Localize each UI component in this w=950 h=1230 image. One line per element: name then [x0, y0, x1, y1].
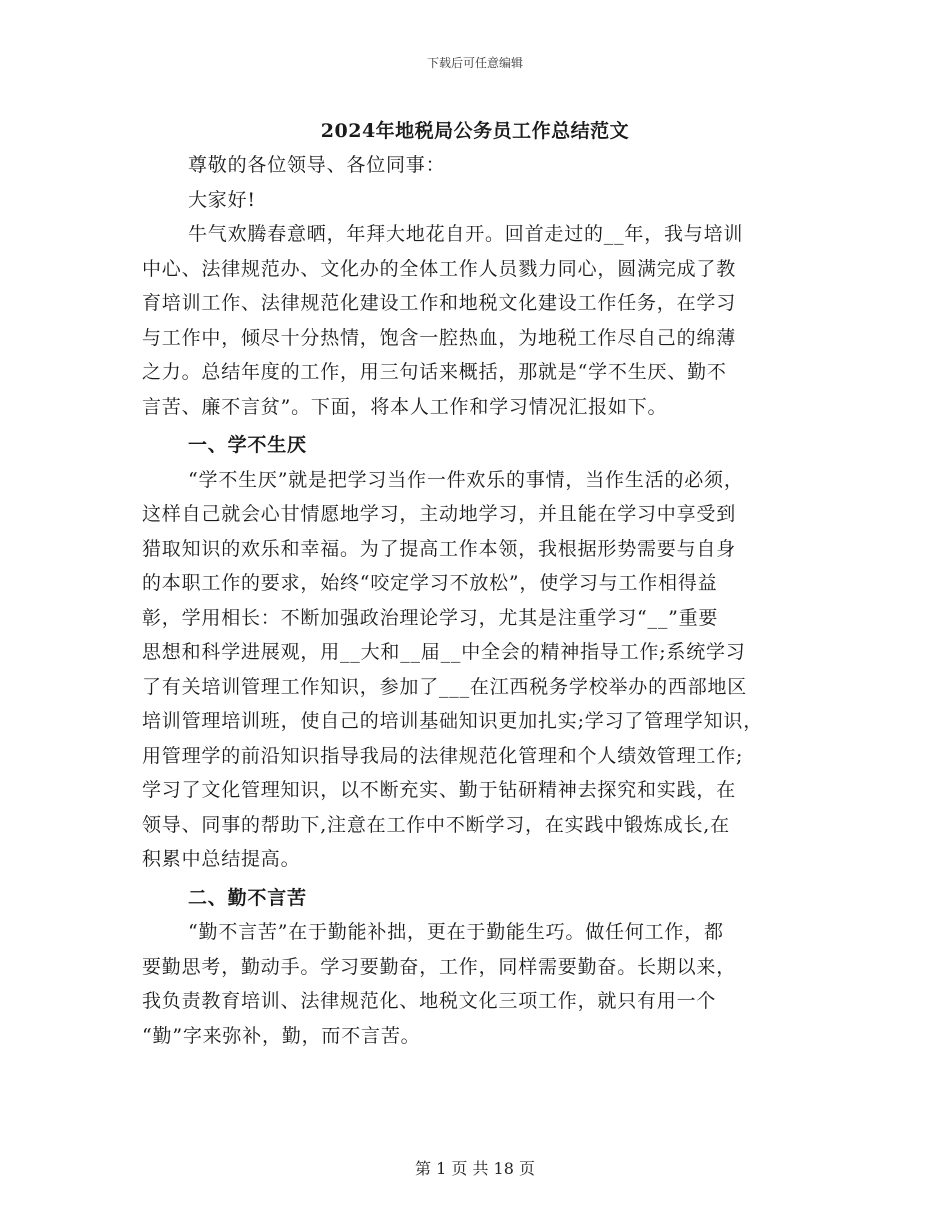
paragraph-line: 猎取知识的欢乐和幸福。为了提高工作本领，我根据形势需要与自身: [142, 537, 737, 560]
paragraph-line: 要勤思考，勤动手。学习要勤奋，工作，同样需要勤奋。长期以来，: [142, 955, 737, 978]
paragraph-line: 牛气欢腾春意晒，年拜大地花自开。回首走过的__年，我与培训: [188, 223, 744, 245]
page-footer: 第 1 页 共 18 页: [415, 1159, 535, 1178]
paragraph-line: 思想和科学进展观，用__大和__届__中全会的精神指导工作;系统学习: [142, 641, 746, 663]
greeting: 尊敬的各位领导、各位同事：: [188, 154, 446, 176]
paragraph-line: 学习了文化管理知识，以不断充实、勤于钻研精神去探究和实践，在: [142, 779, 737, 801]
paragraph-line: 用管理学的前沿知识指导我局的法律规范化管理和个人绩效管理工作;: [142, 744, 744, 767]
paragraph-line: 言苦、廉不言贫”。下面，将本人工作和学习情况汇报如下。: [142, 395, 668, 418]
header-note: 下载后可任意编辑: [426, 56, 523, 70]
paragraph-line: 与工作中，倾尽十分热情，饱含一腔热血，为地税工作尽自己的绵薄: [142, 326, 737, 349]
paragraph-line: 育培训工作、法律规范化建设工作和地税文化建设工作任务，在学习: [142, 292, 737, 314]
paragraph-line: 积累中总结提高。: [142, 848, 301, 870]
paragraph-line: 彰，学用相长：不断加强政治理论学习，尤其是注重学习“__”重要: [142, 606, 719, 629]
document-body: [142, 148, 822, 1053]
section-heading: 一、学不生厌: [188, 434, 307, 456]
paragraph-line: “勤”字来弥补，勤，而不言苦。: [142, 1024, 421, 1047]
paragraph-line: “勤不言苦”在于勤能补拙，更在于勤能生巧。做任何工作，都: [188, 921, 724, 943]
hello-line: 大家好!: [188, 188, 256, 211]
paragraph-line: 领导、同事的帮助下,注意在工作中不断学习，在实践中锻炼成长,在: [142, 813, 730, 836]
paragraph-line: “学不生厌”就是把学习当作一件欢乐的事情，当作生活的必须，: [188, 468, 744, 491]
paragraph-line: 培训管理培训班，使自己的培训基础知识更加扎实;学习了管理学知识，: [142, 710, 764, 732]
paragraph-line: 之力。总结年度的工作，用三句话来概括，那就是“学不生厌、勤不: [142, 361, 727, 383]
paragraph-line: 我负责教育培训、法律规范化、地税文化三项工作，就只有用一个: [142, 990, 717, 1012]
paragraph-line: 了有关培训管理工作知识，参加了___在江西税务学校举办的西部地区: [142, 675, 748, 698]
paragraph-line: 这样自己就会心甘情愿地学习，主动地学习，并且能在学习中享受到: [142, 503, 737, 525]
paragraph-line: 的本职工作的要求，始终“咬定学习不放松”，使学习与工作相得益: [142, 572, 718, 594]
section-heading: 二、勤不言苦: [188, 886, 307, 909]
paragraph-line: 中心、法律规范办、文化办的全体工作人员戮力同心，圆满完成了教: [142, 257, 737, 280]
document-title: 2024年地税局公务员工作总结范文: [320, 120, 630, 142]
